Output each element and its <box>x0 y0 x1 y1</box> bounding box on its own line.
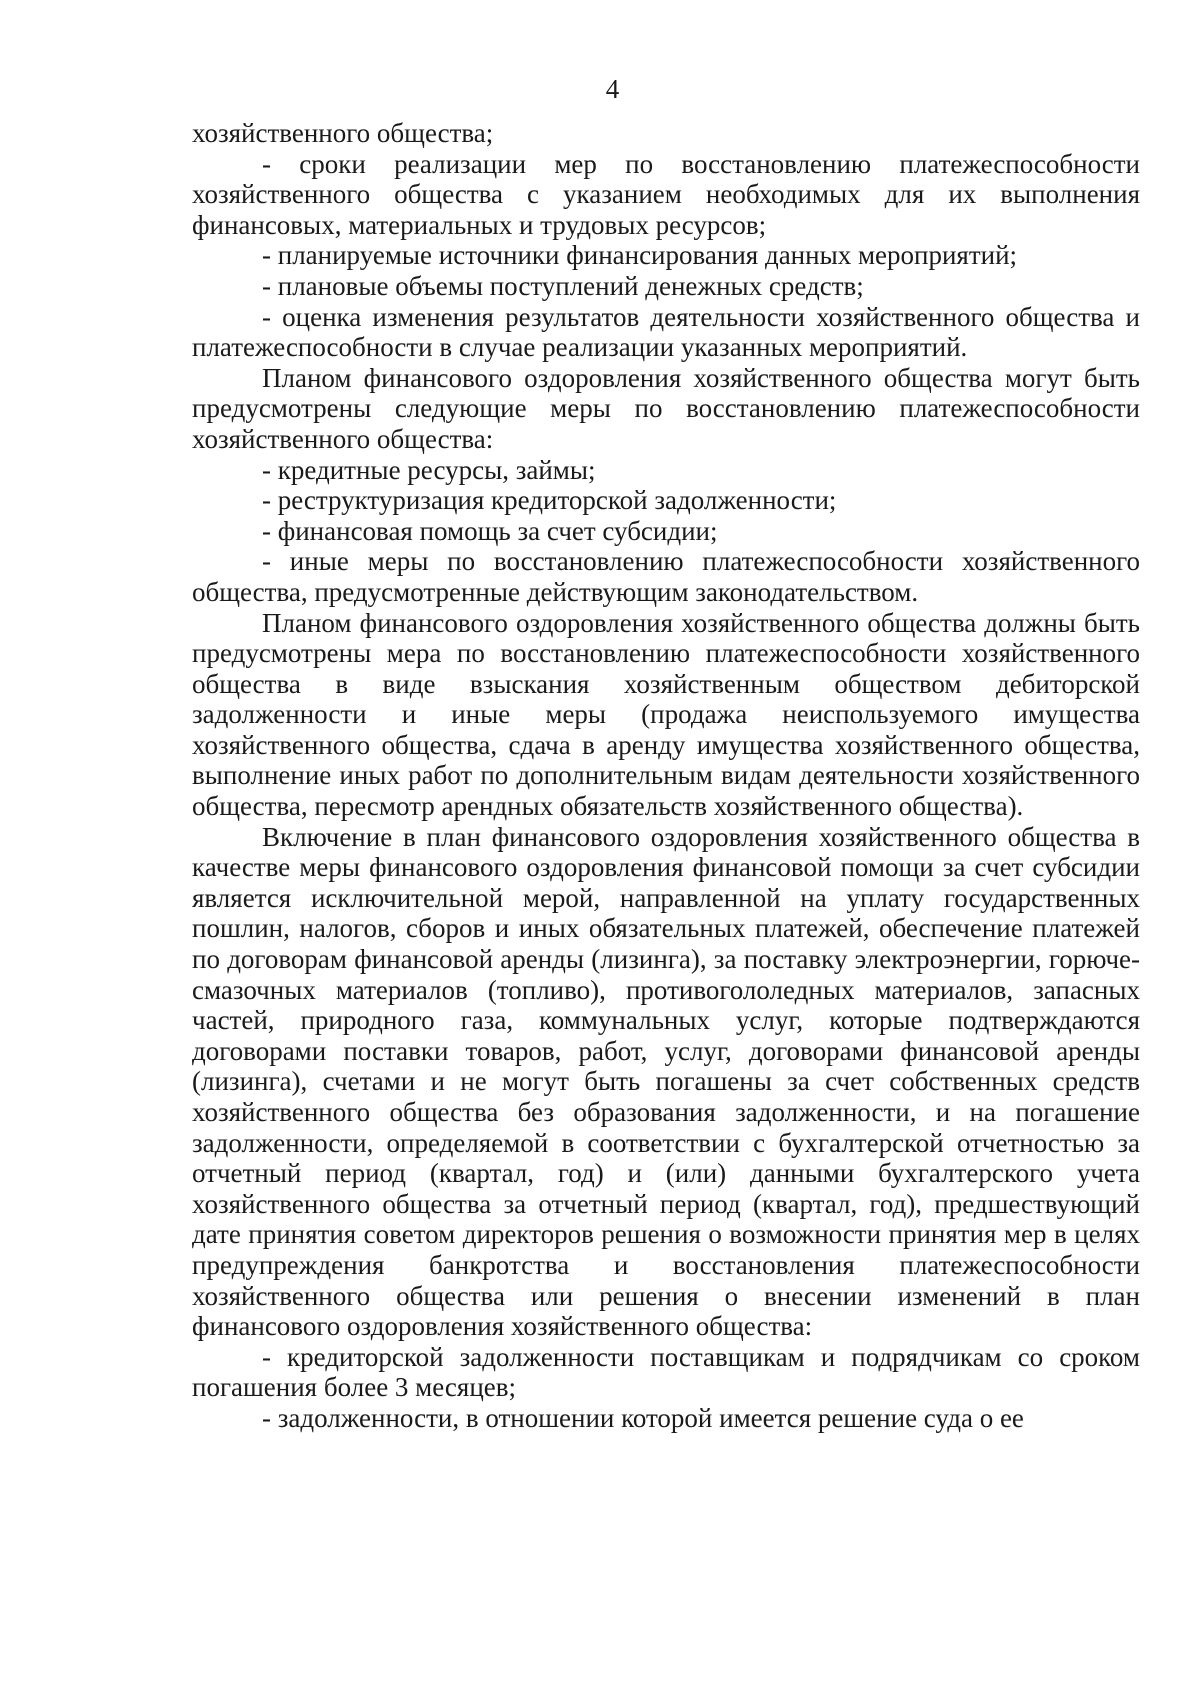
list-item: - сроки реализации мер по восстановлению платежеспособности хозяйственного общества с указанием необходимых для их выполнения финансовых, материальных и трудовых ресурсов; <box>192 148 1140 240</box>
paragraph: Планом финансового оздоровления хозяйственного общества должны быть предусмотрены мера по восстановлению платежеспособности хозяйственного общества в виде взыскания хозяйственным обществом дебиторской задолженности и иные меры (продажа неиспользуемого имущества хозяйственного общества, сдача в аренду имущества хозяйственного общества, выполнение иных работ по дополнительным видам деятельности хозяйственного общества, пересмотр арендных обязательств хозяйственного общества). <box>192 607 1140 822</box>
list-item: - задолженности, в отношении которой имеется решение суда о ее <box>262 1402 1024 1433</box>
list-item: - реструктуризация кредиторской задолженности; <box>262 485 837 516</box>
list-item: - кредитные ресурсы, займы; <box>262 454 596 485</box>
list-item: - планируемые источники финансирования данных мероприятий; <box>262 240 1018 271</box>
paragraph: Включение в план финансового оздоровления хозяйственного общества в качестве меры финансового оздоровления финансовой помощи за счет субсидии является исключительной мерой, направленной на уплату государственных пошлин, налогов, сборов и иных обязательных платежей, обеспечение платежей по договорам финансовой аренды (лизинга), за поставку электроэнергии, горюче-смазочных материалов (топливо), противогололедных материалов, запасных частей, природного газа, коммунальных услуг, которые подтверждаются договорами поставки товаров, работ, услуг, договорами финансовой аренды (лизинга), счетами и не могут быть погашены за счет собственных средств хозяйственного общества без образования задолженности, и на погашение задолженности, определяемой в соответствии с бухгалтерской отчетностью за отчетный период (квартал, год) и (или) данными бухгалтерского учета хозяйственного общества за отчетный период (квартал, год), предшествующий дате принятия советом директоров решения о возможности принятия мер в целях предупреждения банкротства и восстановления платежеспособности хозяйственного общества или решения о внесении изменений в план финансового оздоровления хозяйственного общества: <box>192 821 1140 1342</box>
paragraph: хозяйственного общества; <box>192 118 494 148</box>
list-item: - кредиторской задолженности поставщикам и подрядчикам со сроком погашения более 3 месяцев; <box>192 1341 1140 1403</box>
paragraph: Планом финансового оздоровления хозяйственного общества могут быть предусмотрены следующие меры по восстановлению платежеспособности хозяйственного общества: <box>192 362 1140 454</box>
list-item: - оценка изменения результатов деятельности хозяйственного общества и платежеспособности в случае реализации указанных мероприятий. <box>192 301 1140 363</box>
document-body <box>192 118 1140 1434</box>
list-item: - плановые объемы поступлений денежных средств; <box>262 270 864 301</box>
list-item: - финансовая помощь за счет субсидии; <box>262 515 718 546</box>
list-item: - иные меры по восстановлению платежеспособности хозяйственного общества, предусмотренные действующим законодательством. <box>192 546 1140 607</box>
page-number: 4 <box>605 74 620 104</box>
